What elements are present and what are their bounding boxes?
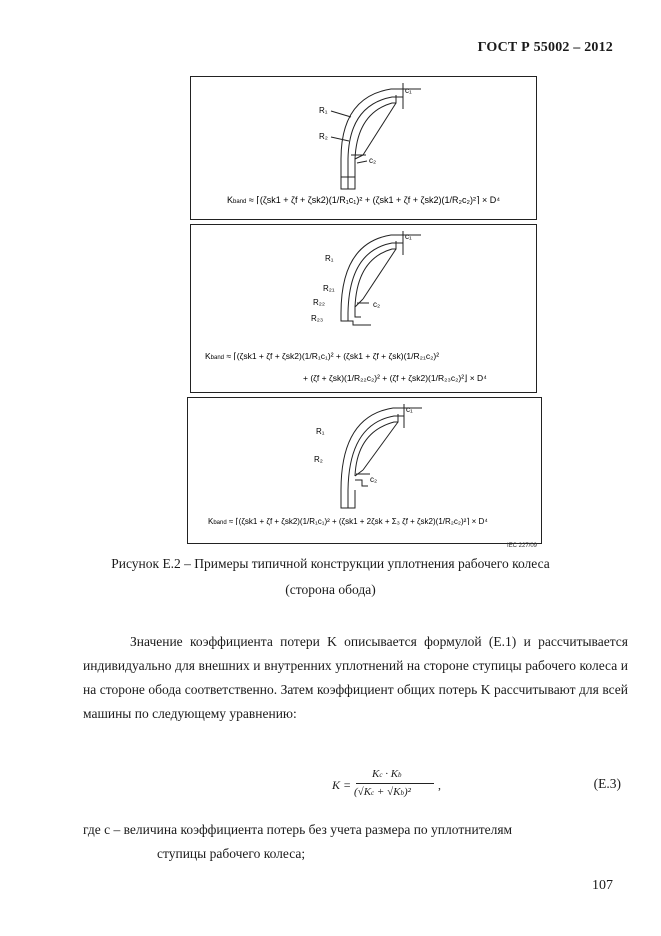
- r23-label: R₂₃: [311, 314, 324, 323]
- figure-caption-line2: (сторона обода): [285, 582, 376, 597]
- document-header: ГОСТ Р 55002 – 2012: [477, 40, 613, 55]
- r1-label-3: R₁: [316, 427, 325, 436]
- page-number: 107: [592, 878, 613, 893]
- seal-diagram-3: [187, 397, 542, 544]
- equation-e3: K = Kc · Kb (√Kc + √Kb)² ,: [332, 768, 441, 798]
- formula-2-line1: Kband ≈ ⌈(ζsk1 + ζf + ζsk2)(1/R₁c₁)² + (ζsk1 + ζf + ζsk)(1/R₂₁c₂)²: [205, 351, 440, 361]
- c1-label: c₁: [405, 86, 412, 95]
- r22-label: R₂₂: [313, 298, 325, 307]
- r2-label: R₂: [319, 132, 328, 141]
- seal-diagram-1: [190, 76, 537, 220]
- r2-label-3: R₂: [314, 455, 323, 464]
- r1-label: R₁: [319, 106, 328, 115]
- r1-label-2: R₁: [325, 254, 334, 263]
- formula-2-line2: + (ζf + ζsk)(1/R₂₂c₂)² + (ζf + ζsk2)(1/R₂₃c₂)²⌋ × D⁴: [303, 373, 487, 383]
- c2-label: c₂: [369, 156, 377, 165]
- formula-1: Kband ≈ ⌈(ζsk1 + ζf + ζsk2)(1/R₁c₁)² + (ζsk1 + ζf + ζsk2)(1/R₂c₂)²⌉ × D⁴: [227, 195, 501, 205]
- where-line-1: где c – величина коэффициента потерь без учета размера по уплотнителям: [83, 822, 513, 837]
- c2-label-3: c₂: [370, 475, 378, 484]
- figure-caption: Рисунок Е.2 – Примеры типичной конструкции уплотнения рабочего колеса: [111, 556, 550, 571]
- c1-label-2: c₁: [405, 232, 412, 241]
- formula-3: Kband ≈ ⌈(ζsk1 + ζf + ζsk2)(1/R₁c₁)² + (ζsk1 + 2ζsk + Σ₃ ζf + ζsk2)(1/R₂c₂)²⌉ × D⁴: [208, 517, 488, 526]
- seal-diagram-2: [190, 224, 537, 393]
- figure-source-id: IEC 227/09: [507, 543, 538, 549]
- r21-label: R₂₁: [323, 284, 335, 293]
- equation-number: (Е.3): [593, 776, 621, 791]
- c2-label-2: c₂: [373, 300, 381, 309]
- c1-label-3: c₁: [406, 405, 413, 414]
- body-paragraph: Значение коэффициента потери K описывается формулой (Е.1) и рассчитывается индивидуально для внешних и внутренних уплотнений на стороне ступицы рабочего колеса и на стороне обода соответственно. Затем коэффициент общих потерь K рассчитывают для всей машины по следующему уравнению:: [83, 634, 628, 721]
- where-line-2: ступицы рабочего колеса;: [157, 846, 306, 861]
